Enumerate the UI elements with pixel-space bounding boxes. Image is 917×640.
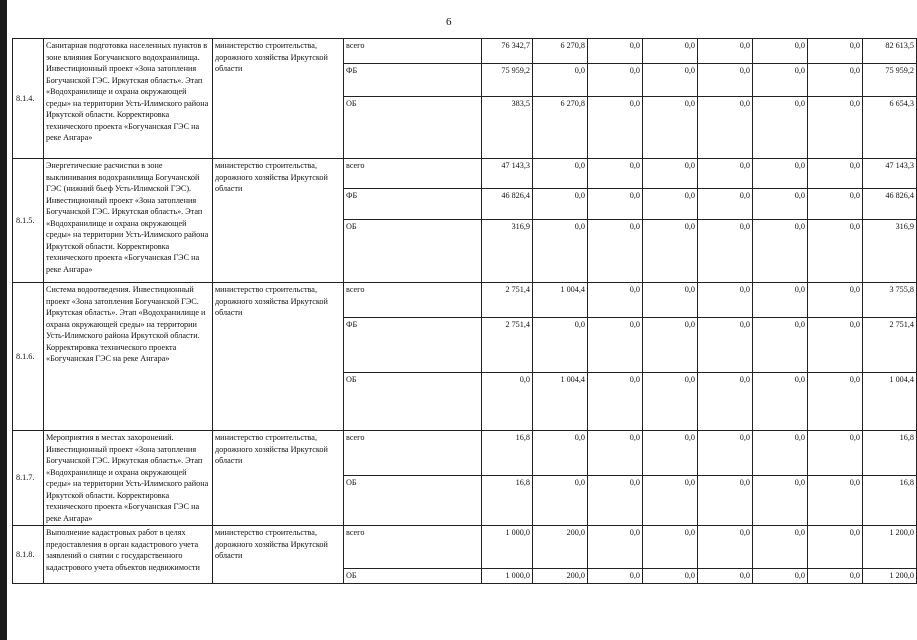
row-code: 8.1.8. — [13, 526, 44, 584]
value-cell: 0,0 — [698, 283, 753, 318]
value-cell: 0,0 — [808, 569, 863, 584]
value-cell: 0,0 — [808, 220, 863, 283]
value-cell: 0,0 — [808, 526, 863, 569]
value-cell: 0,0 — [643, 159, 698, 189]
value-cell: 0,0 — [588, 97, 643, 159]
row-description: Санитарная подготовка населенных пунктов в зоне влияния Богучанского водохранилища. Инвестиционный проект «Зона затопления Богучанской ГЭС. Иркутская область». Этап «Водохранилище и охрана окружающей среды» на территории Усть-Илимского района Иркутской области. Корректировка технического проекта «Богучанская ГЭС на реке Ангара» — [44, 39, 213, 159]
row-code: 8.1.6. — [13, 283, 44, 431]
total-cell: 1 200,0 — [863, 526, 917, 569]
budget-table-body — [13, 39, 917, 584]
total-cell: 3 755,8 — [863, 283, 917, 318]
value-cell: 0,0 — [588, 159, 643, 189]
funding-source: всего — [344, 283, 482, 318]
funding-source: ОБ — [344, 569, 482, 584]
value-cell: 0,0 — [753, 431, 808, 476]
row-description: Мероприятия в местах захоронений. Инвестиционный проект «Зона затопления Богучанской ГЭС. Иркутская область». Этап «Водохранилище и охрана окружающей среды» на территории Усть-Илимского района Иркутской области. Корректировка технического проекта «Богучанская ГЭС на реке Ангара» — [44, 431, 213, 526]
total-cell: 16,8 — [863, 431, 917, 476]
row-executor: министерство строительства, дорожного хозяйства Иркутской области — [213, 283, 344, 431]
value-cell: 0,0 — [808, 476, 863, 526]
value-cell: 0,0 — [808, 283, 863, 318]
value-cell: 0,0 — [753, 97, 808, 159]
row-code: 8.1.4. — [13, 39, 44, 159]
value-cell: 0,0 — [753, 159, 808, 189]
funding-source: ФБ — [344, 318, 482, 373]
value-cell: 0,0 — [808, 97, 863, 159]
table-row — [13, 431, 917, 476]
table-row — [13, 159, 917, 189]
total-cell: 1 200,0 — [863, 569, 917, 584]
total-cell: 2 751,4 — [863, 318, 917, 373]
value-cell: 0,0 — [533, 476, 588, 526]
row-description: Выполнение кадастровых работ в целях предоставления в орган кадастрового учета заявлений о снятии с государственного кадастрового учета объектов недвижимости — [44, 526, 213, 584]
value-cell: 1 004,4 — [533, 283, 588, 318]
value-cell: 0,0 — [533, 220, 588, 283]
value-cell: 46 826,4 — [482, 189, 533, 220]
value-cell: 0,0 — [588, 189, 643, 220]
value-cell: 0,0 — [698, 431, 753, 476]
value-cell: 0,0 — [753, 189, 808, 220]
value-cell: 0,0 — [753, 373, 808, 431]
value-cell: 16,8 — [482, 476, 533, 526]
value-cell: 0,0 — [698, 318, 753, 373]
total-cell: 47 143,3 — [863, 159, 917, 189]
value-cell: 0,0 — [698, 159, 753, 189]
total-cell: 46 826,4 — [863, 189, 917, 220]
value-cell: 0,0 — [698, 220, 753, 283]
value-cell: 0,0 — [808, 39, 863, 64]
funding-source: всего — [344, 431, 482, 476]
value-cell: 0,0 — [698, 189, 753, 220]
value-cell: 0,0 — [588, 64, 643, 97]
row-executor: министерство строительства, дорожного хозяйства Иркутской области — [213, 431, 344, 526]
value-cell: 0,0 — [753, 39, 808, 64]
value-cell: 6 270,8 — [533, 39, 588, 64]
row-code: 8.1.5. — [13, 159, 44, 283]
value-cell: 0,0 — [588, 318, 643, 373]
value-cell: 47 143,3 — [482, 159, 533, 189]
row-executor: министерство строительства, дорожного хозяйства Иркутской области — [213, 39, 344, 159]
value-cell: 0,0 — [643, 220, 698, 283]
value-cell: 6 270,8 — [533, 97, 588, 159]
value-cell: 0,0 — [698, 476, 753, 526]
value-cell: 0,0 — [753, 526, 808, 569]
value-cell: 0,0 — [753, 569, 808, 584]
value-cell: 200,0 — [533, 526, 588, 569]
funding-source: всего — [344, 159, 482, 189]
value-cell: 0,0 — [588, 526, 643, 569]
total-cell: 16,8 — [863, 476, 917, 526]
value-cell: 0,0 — [808, 318, 863, 373]
value-cell: 1 000,0 — [482, 569, 533, 584]
value-cell: 0,0 — [588, 373, 643, 431]
value-cell: 0,0 — [643, 476, 698, 526]
value-cell: 1 004,4 — [533, 373, 588, 431]
value-cell: 0,0 — [753, 64, 808, 97]
total-cell: 75 959,2 — [863, 64, 917, 97]
funding-source: всего — [344, 526, 482, 569]
scan-left-edge — [0, 0, 7, 640]
value-cell: 0,0 — [643, 97, 698, 159]
value-cell: 0,0 — [533, 318, 588, 373]
funding-source: ОБ — [344, 373, 482, 431]
row-code: 8.1.7. — [13, 431, 44, 526]
value-cell: 0,0 — [533, 159, 588, 189]
budget-table — [12, 38, 917, 584]
total-cell: 6 654,3 — [863, 97, 917, 159]
value-cell: 0,0 — [753, 318, 808, 373]
value-cell: 0,0 — [753, 476, 808, 526]
value-cell: 0,0 — [533, 431, 588, 476]
value-cell: 75 959,2 — [482, 64, 533, 97]
value-cell: 0,0 — [588, 283, 643, 318]
value-cell: 0,0 — [808, 189, 863, 220]
row-executor: министерство строительства, дорожного хозяйства Иркутской области — [213, 526, 344, 584]
value-cell: 0,0 — [643, 526, 698, 569]
value-cell: 0,0 — [588, 476, 643, 526]
value-cell: 0,0 — [808, 64, 863, 97]
value-cell: 2 751,4 — [482, 283, 533, 318]
row-description: Энергетические расчистки в зоне выклинивания водохранилища Богучанской ГЭС (нижний бьеф Усть-Илимской ГЭС). Инвестиционный проект «Зона затопления Богучанской ГЭС. Иркутская область». Этап «Водохранилище и охрана окружающей среды» на территории Усть-Илимского района Иркутской области. Корректировка технического проекта «Богучанская ГЭС на реке Ангара» — [44, 159, 213, 283]
value-cell: 76 342,7 — [482, 39, 533, 64]
table-row — [13, 283, 917, 318]
value-cell: 0,0 — [698, 64, 753, 97]
table-row — [13, 526, 917, 569]
value-cell: 0,0 — [643, 431, 698, 476]
value-cell: 0,0 — [643, 283, 698, 318]
value-cell: 0,0 — [533, 189, 588, 220]
value-cell: 0,0 — [808, 373, 863, 431]
value-cell: 383,5 — [482, 97, 533, 159]
value-cell: 0,0 — [698, 373, 753, 431]
value-cell: 0,0 — [698, 39, 753, 64]
value-cell: 0,0 — [643, 39, 698, 64]
value-cell: 0,0 — [482, 373, 533, 431]
value-cell: 0,0 — [753, 283, 808, 318]
value-cell: 0,0 — [643, 569, 698, 584]
value-cell: 0,0 — [643, 64, 698, 97]
value-cell: 200,0 — [533, 569, 588, 584]
value-cell: 0,0 — [588, 431, 643, 476]
funding-source: ОБ — [344, 220, 482, 283]
total-cell: 316,9 — [863, 220, 917, 283]
value-cell: 0,0 — [643, 318, 698, 373]
row-description: Система водоотведения. Инвестиционный проект «Зона затопления Богучанской ГЭС. Иркутская область». Этап «Водохранилище и охрана окружающей среды» на территории Усть-Илимского района Иркутской области. Корректировка технического проекта «Богучанская ГЭС на реке Ангара» — [44, 283, 213, 431]
value-cell: 2 751,4 — [482, 318, 533, 373]
value-cell: 0,0 — [588, 220, 643, 283]
value-cell: 0,0 — [588, 569, 643, 584]
value-cell: 0,0 — [808, 431, 863, 476]
value-cell: 16,8 — [482, 431, 533, 476]
funding-source: ОБ — [344, 476, 482, 526]
value-cell: 0,0 — [643, 373, 698, 431]
value-cell: 0,0 — [808, 159, 863, 189]
value-cell: 316,9 — [482, 220, 533, 283]
row-executor: министерство строительства, дорожного хозяйства Иркутской области — [213, 159, 344, 283]
value-cell: 0,0 — [643, 189, 698, 220]
funding-source: всего — [344, 39, 482, 64]
funding-source: ФБ — [344, 64, 482, 97]
value-cell: 0,0 — [698, 526, 753, 569]
value-cell: 0,0 — [753, 220, 808, 283]
value-cell: 0,0 — [588, 39, 643, 64]
value-cell: 1 000,0 — [482, 526, 533, 569]
table-row — [13, 39, 917, 64]
funding-source: ОБ — [344, 97, 482, 159]
page-number: 6 — [446, 16, 452, 28]
total-cell: 82 613,5 — [863, 39, 917, 64]
funding-source: ФБ — [344, 189, 482, 220]
value-cell: 0,0 — [698, 97, 753, 159]
total-cell: 1 004,4 — [863, 373, 917, 431]
value-cell: 0,0 — [698, 569, 753, 584]
value-cell: 0,0 — [533, 64, 588, 97]
